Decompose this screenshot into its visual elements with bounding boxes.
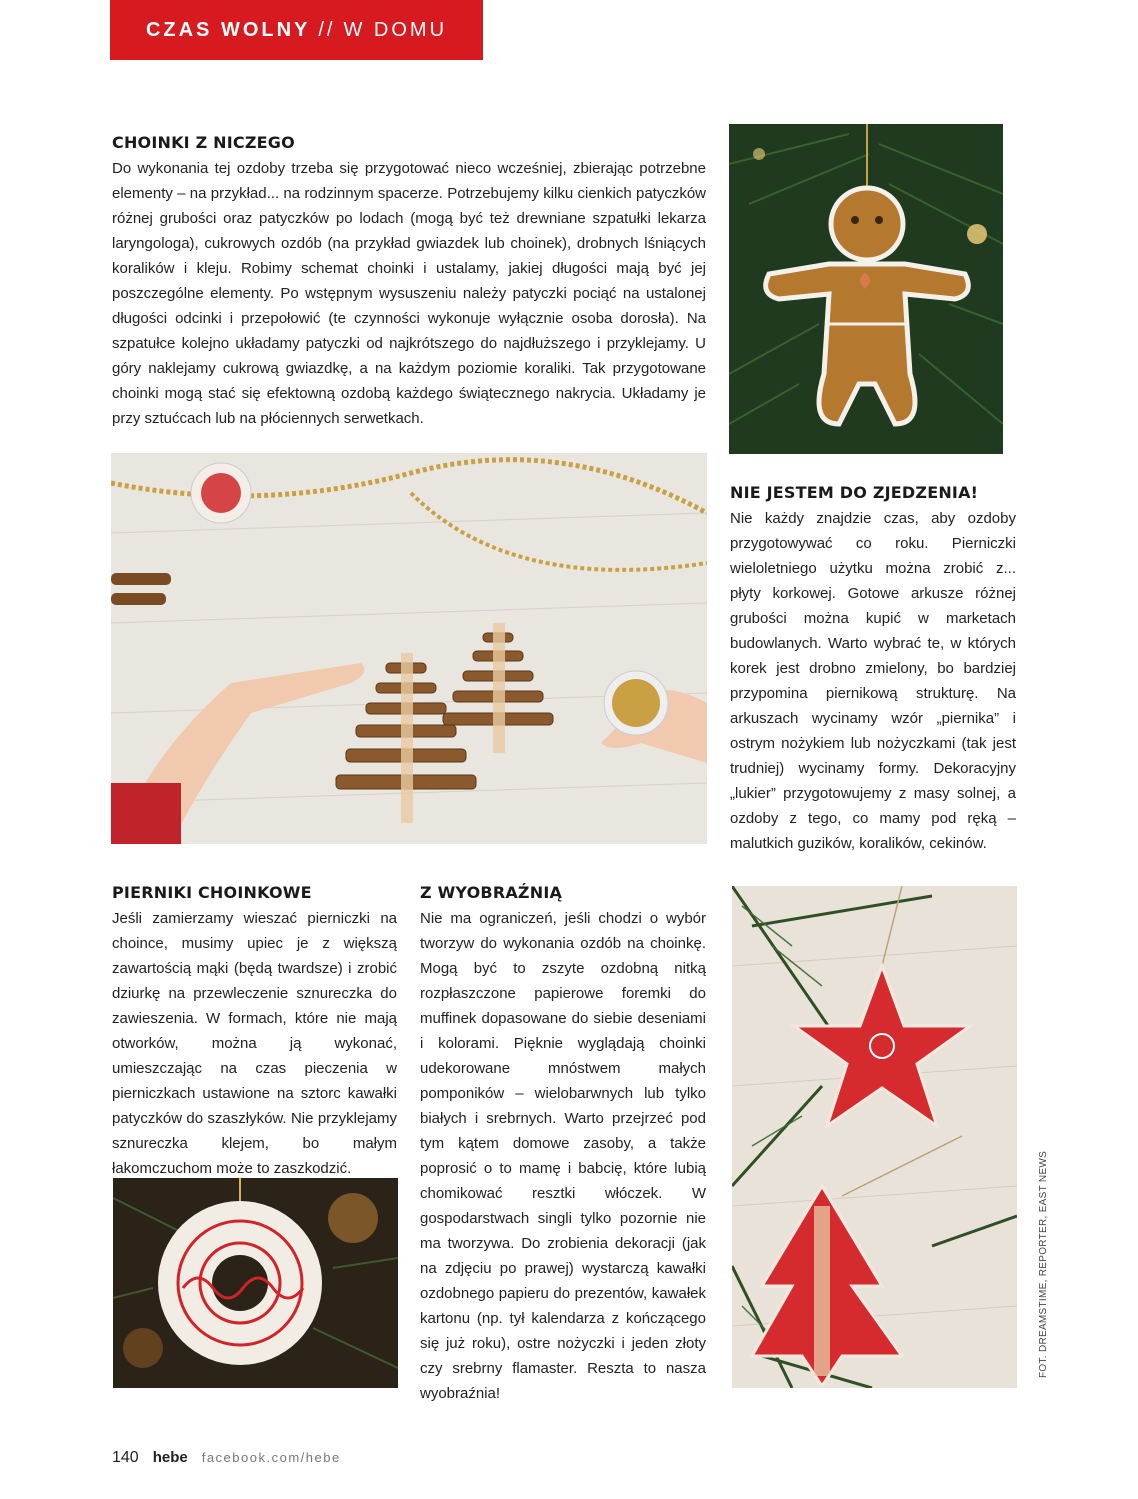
cookie-ornament-photo: [113, 1178, 398, 1388]
pierniki-title: PIERNIKI CHOINKOWE: [112, 883, 312, 902]
page-number: 140: [112, 1449, 139, 1466]
article-pierniki: [112, 883, 397, 1181]
star-tree-ornaments-photo: [732, 886, 1017, 1388]
page-footer: [112, 1449, 341, 1469]
gingerbread-photo: [729, 124, 1003, 454]
niejestem-body: Nie każdy znajdzie czas, aby ozdoby przygotowywać co roku. Pierniczki wieloletniego użytku można zrobić z... płyty korkowej. Gotowe arkusze różnej grubości można kupić w marketach budowlanych. Warto wybrać te, w których korek jest drobno zmielony, bo bardziej przypomina piernikową strukturę. Na arkuszach wycinamy wzór „piernika” i ostrym nożykiem lub nożyczkami (tak jest trudniej) wycinamy formy. Dekoracyjny „lukier” przygotowujemy z masy solnej, a ozdoby z tego, co mamy pod ręką – malutkich guzików, koralików, cekinów.: [730, 510, 1016, 852]
facebook-link[interactable]: facebook.com/hebe: [201, 1450, 341, 1465]
wyobraznia-body: Nie ma ograniczeń, jeśli chodzi o wybór tworzyw do wykonania ozdób na choinkę. Mogą być to zszyte ozdobną nitką rozpłaszczone papierowe foremki do muffinek dopasowane do siebie deseniami i kolorami. Pięknie wyglądają choinki udekorowane mnóstwem małych pomponików – wielobarwnych lub tylko białych i srebrnych. Warto przejrzeć pod tym kątem domowe zasoby, a także poprosić o to mamę i babcię, które lubią chomikować resztki włóczek. W gospodarstwach singli tylko pozornie nie ma tworzywa. Do zrobienia dekoracji (jak na zdjęciu po prawej) wystarczą kawałki ozdobnego papieru do prezentów, kawałek kartonu (np. tył kalendarza z kończącego się już roku), ostre nożyczki i jeden złoty czy srebrny flamaster. Reszta to nasza wyobraźnia!: [420, 910, 706, 1402]
header-subcategory: W DOMU: [343, 18, 448, 41]
niejestem-title: NIE JESTEM DO ZJEDZENIA!: [730, 483, 979, 502]
section-header-tab: [110, 0, 483, 60]
brand-logo: hebe: [152, 1449, 188, 1466]
photo-credit: FOT. DREAMSTIME, REPORTER, EAST NEWS: [1038, 1150, 1049, 1378]
wyobraznia-title: Z WYOBRAŹNIĄ: [420, 883, 563, 902]
choinki-title: CHOINKI Z NICZEGO: [112, 133, 295, 152]
choinki-body: Do wykonania tej ozdoby trzeba się przygotować nieco wcześniej, zbierając potrzebne elementy – na przykład... na rodzinnym spacerze. Potrzebujemy kilku cienkich patyczków różnej grubości oraz patyczków po lodach (mogą być też drewniane szpatułki lekarza laryngologa), cukrowych ozdób (na przykład gwiazdek lub choinek), drobnych lśniących koralików i kleju. Robimy schemat choinki i ustalamy, jakiej długości mają być jej poszczególne elementy. Po wstępnym wysuszeniu należy patyczki pociąć na ustalonej długości odcinki i przepołowić (te czynności wykonuje wyłącznie osoba dorosła). Na szpatułce kolejno układamy patyczki od najkrótszego do najdłuższego i przyklejamy. U góry naklejamy cukrową gwiazdkę, a na każdym poziomie koraliki. Tak przygotowane choinki mogą stać się efektowną ozdobą każdego świątecznego nakrycia. Układamy je przy sztućcach lub na płóciennych serwetkach.: [112, 160, 706, 427]
pierniki-body: Jeśli zamierzamy wieszać pierniczki na choince, musimy upiec je z większą zawartością mąki (będą twardsze) i zrobić dziurkę na przewleczenie sznureczka do zawieszenia. W formach, które nie mają otworków, można ją wykonać, umieszczając na czas pieczenia w pierniczkach ustawione na sztorc kawałki patyczków do szaszłyków. Nie przyklejamy sznureczka klejem, bo małym łakomczuchom może to zaszkodzić.: [112, 910, 397, 1177]
article-wyobraznia: [420, 883, 706, 1406]
header-category: CZAS WOLNY: [145, 18, 311, 41]
header-separator: //: [318, 18, 336, 41]
article-niejestem: [730, 483, 1016, 856]
article-choinki: [112, 133, 706, 431]
stick-trees-photo: [111, 453, 707, 844]
